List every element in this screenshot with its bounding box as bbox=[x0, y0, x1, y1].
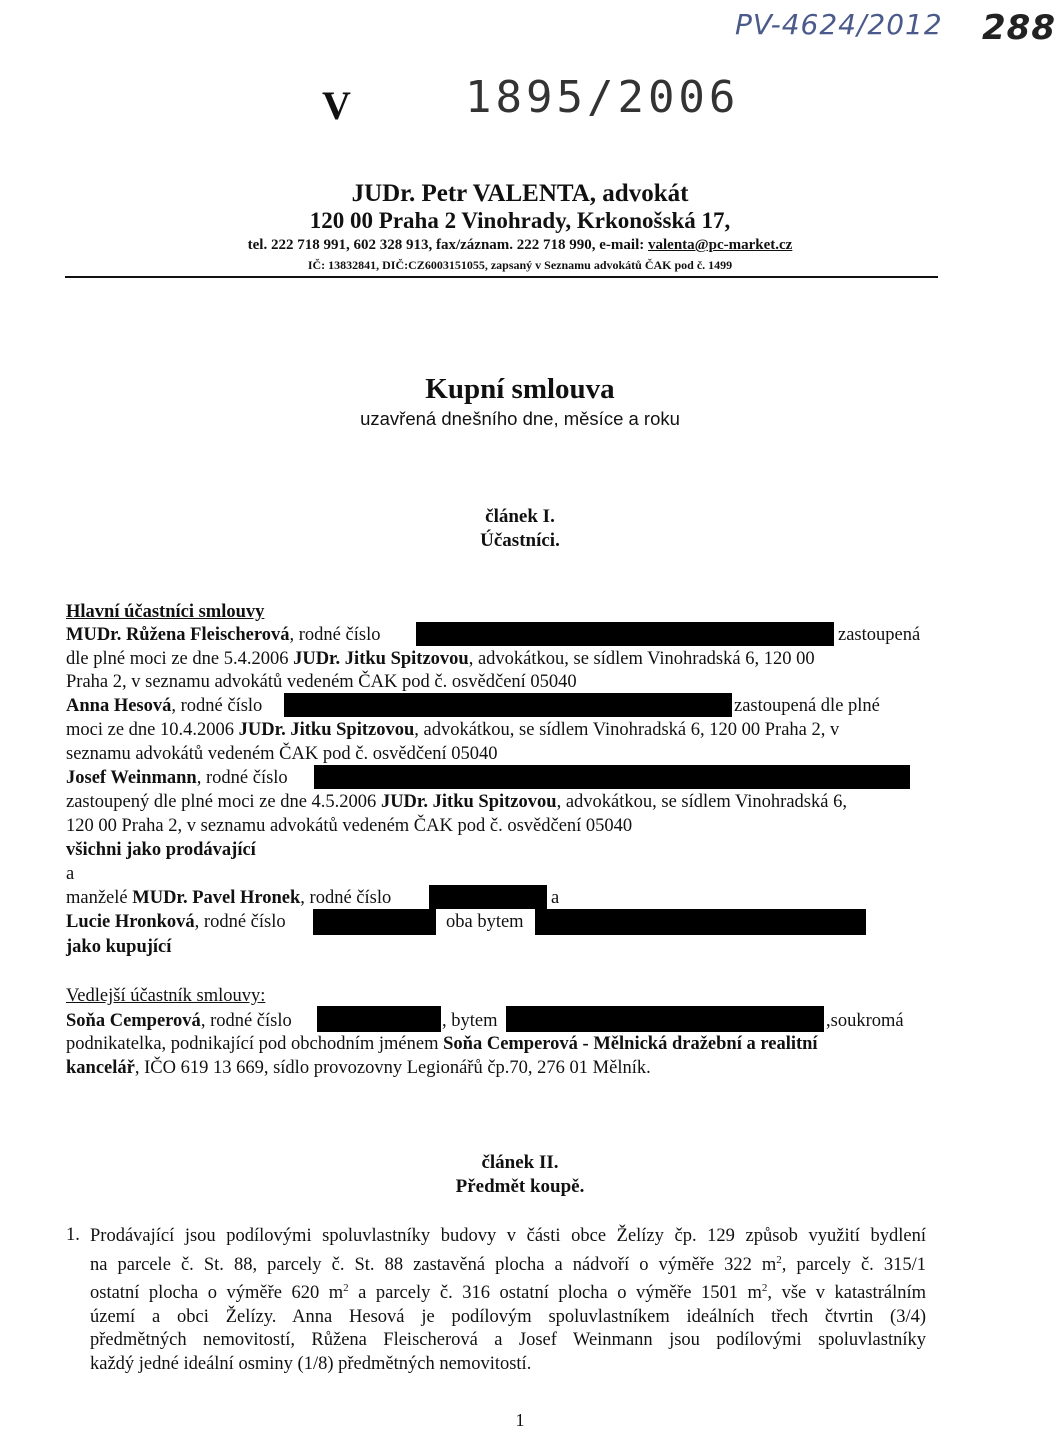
redaction-buyer-1-rc bbox=[429, 885, 547, 909]
party-1-attorney: JUDr. Jitku Spitzovou bbox=[293, 649, 469, 669]
letterhead-contacts-text: tel. 222 718 991, 602 328 913, fax/záznam. 222 718 990, e-mail: bbox=[247, 237, 649, 253]
buyers-address-label: oba bytem bbox=[446, 912, 524, 932]
party-3-line-1 bbox=[66, 767, 288, 789]
buyer-1-line bbox=[66, 887, 391, 909]
buyers-label: jako kupující bbox=[66, 937, 172, 957]
party-2-line-3: seznamu advokátů vedeném ČAK pod č. osvědčení 05040 bbox=[66, 744, 498, 764]
party-3-attorney: JUDr. Jitku Spitzovou bbox=[380, 792, 557, 812]
side-party-line-3 bbox=[66, 1057, 651, 1079]
buyer-2-line bbox=[66, 911, 286, 933]
side-party-line-1 bbox=[66, 1010, 292, 1032]
letterhead-address: 120 00 Praha 2 Vinohrady, Krkonošská 17, bbox=[309, 208, 731, 233]
party-3-attorney-address: , advokátkou, se sídlem Vinohradská 6, bbox=[556, 792, 847, 812]
superscript-2: 2 bbox=[776, 1253, 782, 1266]
party-1-line-2 bbox=[66, 648, 815, 670]
handwritten-file-reference: PV-4624/2012 bbox=[735, 8, 943, 41]
letterhead-contacts bbox=[0, 237, 1040, 254]
main-parties-heading: Hlavní účastníci smlouvy bbox=[66, 602, 265, 622]
item-1-text bbox=[90, 1225, 926, 1376]
side-party-heading: Vedlejší účastník smlouvy: bbox=[66, 986, 266, 1006]
buyer-1-and: a bbox=[551, 888, 560, 908]
document-title: Kupní smlouva bbox=[425, 373, 615, 405]
side-party-trade-name: Soňa Cemperová - Mělnická dražební a realitní bbox=[443, 1034, 818, 1054]
item-1-number: 1. bbox=[66, 1225, 80, 1245]
redaction-party-2-rc bbox=[284, 693, 732, 717]
party-3-poa-date: zastoupený dle plné moci ze dne 4.5.2006 bbox=[66, 792, 381, 812]
item-1-line-2 bbox=[90, 1249, 926, 1278]
sellers-label: všichni jako prodávající bbox=[66, 840, 256, 860]
party-3-line-3: 120 00 Praha 2, v seznamu advokátů vedeném ČAK pod č. osvědčení 05040 bbox=[66, 816, 633, 836]
party-3-name: Josef Weinmann bbox=[66, 768, 197, 788]
party-2-line-2 bbox=[66, 719, 839, 741]
party-2-poa-date: moci ze dne 10.4.2006 bbox=[66, 720, 239, 740]
handwritten-page-number: 288 bbox=[982, 8, 1056, 48]
conjunction-and: a bbox=[66, 864, 75, 884]
party-3-line-2 bbox=[66, 791, 847, 813]
party-1-attorney-address: , advokátkou, se sídlem Vinohradská 6, 120 00 bbox=[468, 649, 815, 669]
redaction-buyer-2-rc bbox=[313, 909, 436, 935]
letterhead-ids: IČ: 13832841, DIČ:CZ6003151055, zapsaný v Seznamu advokátů ČAK pod č. 1499 bbox=[307, 258, 733, 272]
article-1-number: článek I. bbox=[485, 506, 555, 527]
redaction-party-1-rc bbox=[416, 622, 834, 646]
superscript-2: 2 bbox=[343, 1282, 349, 1295]
side-party-private: ,soukromá bbox=[826, 1011, 904, 1031]
item-1-line-3a: ostatní plocha o výměře 620 m bbox=[90, 1283, 344, 1304]
item-1-line-4: území a obci Želízy. Anna Hesová je podílovým spoluvlastníkem ideálních třech čtvrtin (3/4) bbox=[90, 1306, 926, 1327]
letterhead-name: JUDr. Petr VALENTA, advokát bbox=[351, 180, 689, 207]
superscript-2: 2 bbox=[761, 1282, 768, 1295]
party-1-name: MUDr. Růžena Fleischerová bbox=[66, 625, 290, 645]
side-party-registry: , IČO 619 13 669, sídlo provozovny Legionářů čp.70, 276 01 Mělník. bbox=[134, 1058, 651, 1078]
party-1-represented: zastoupená bbox=[838, 625, 921, 645]
item-1-line-3c: , vše v katastrálním bbox=[767, 1283, 926, 1304]
item-1-line-3b: a parcely č. 316 ostatní plocha o výměře 1501 m bbox=[348, 1283, 762, 1304]
buyer-2-rc-label: , rodné číslo bbox=[194, 912, 286, 932]
side-party-line-2 bbox=[66, 1033, 818, 1055]
document-subtitle: uzavřená dnešního dne, měsíce a roku bbox=[360, 408, 680, 429]
party-2-name: Anna Hesová bbox=[66, 696, 172, 716]
buyer-2-name: Lucie Hronková bbox=[66, 912, 195, 932]
email-link[interactable]: valenta@pc-market.cz bbox=[648, 237, 793, 253]
item-1-line-2a: na parcele č. St. 88, parcely č. St. 88 zastavěná plocha a nádvoří o výměře 322 m bbox=[90, 1254, 777, 1275]
item-1-line-6: každý jedné ideální osminy (1/8) předmětných nemovitostí. bbox=[90, 1353, 532, 1374]
buyer-1-prefix: manželé bbox=[66, 888, 133, 908]
buyer-1-rc-label: , rodné číslo bbox=[300, 888, 392, 908]
party-2-rc-label: , rodné číslo bbox=[171, 696, 263, 716]
article-2-title: Předmět koupě. bbox=[455, 1176, 585, 1197]
party-2-attorney: JUDr. Jitku Spitzovou bbox=[238, 720, 415, 740]
party-2-line-1 bbox=[66, 695, 262, 717]
side-party-business: podnikatelka, podnikající pod obchodním jménem bbox=[66, 1034, 444, 1054]
letterhead-divider bbox=[65, 276, 938, 278]
redaction-buyers-address bbox=[535, 909, 866, 935]
party-1-rc-label: , rodné číslo bbox=[289, 625, 381, 645]
party-2-attorney-address: , advokátkou, se sídlem Vinohradská 6, 120 00 Praha 2, v bbox=[414, 720, 840, 740]
party-1-poa-date: dle plné moci ze dne 5.4.2006 bbox=[66, 649, 294, 669]
item-1-line-3 bbox=[90, 1277, 926, 1306]
redaction-party-3-rc bbox=[314, 765, 910, 789]
buyer-1-name: MUDr. Pavel Hronek bbox=[132, 888, 301, 908]
article-1-title: Účastníci. bbox=[480, 530, 560, 551]
page-number: 1 bbox=[515, 1410, 525, 1430]
side-party-rc-label: , rodné číslo bbox=[200, 1011, 292, 1031]
item-1-line-2b: , parcely č. 315/1 bbox=[781, 1254, 926, 1275]
registry-stamp-number: 1895/2006 bbox=[465, 72, 740, 123]
side-party-trade-name-end: kancelář bbox=[66, 1058, 135, 1078]
article-2-number: článek II. bbox=[481, 1152, 559, 1173]
side-party-address-label: , bytem bbox=[442, 1011, 498, 1031]
redaction-side-party-address bbox=[506, 1006, 824, 1032]
party-3-rc-label: , rodné číslo bbox=[196, 768, 288, 788]
item-1-line-1: Prodávající jsou podílovými spoluvlastníky budovy v části obce Želízy čp. 129 způsob využití bydlení bbox=[90, 1226, 926, 1246]
party-1-line-3: Praha 2, v seznamu advokátů vedeném ČAK pod č. osvědčení 05040 bbox=[66, 672, 577, 692]
party-1-line-1 bbox=[66, 624, 380, 646]
registry-stamp-prefix: V bbox=[322, 83, 351, 128]
party-2-represented: zastoupená dle plné bbox=[734, 696, 880, 716]
redaction-side-party-rc bbox=[317, 1006, 441, 1032]
item-1-line-5: předmětných nemovitostí, Růžena Fleischerová a Josef Weinmann jsou podílovými spoluvlastníky bbox=[90, 1330, 926, 1351]
side-party-name: Soňa Cemperová bbox=[66, 1011, 201, 1031]
